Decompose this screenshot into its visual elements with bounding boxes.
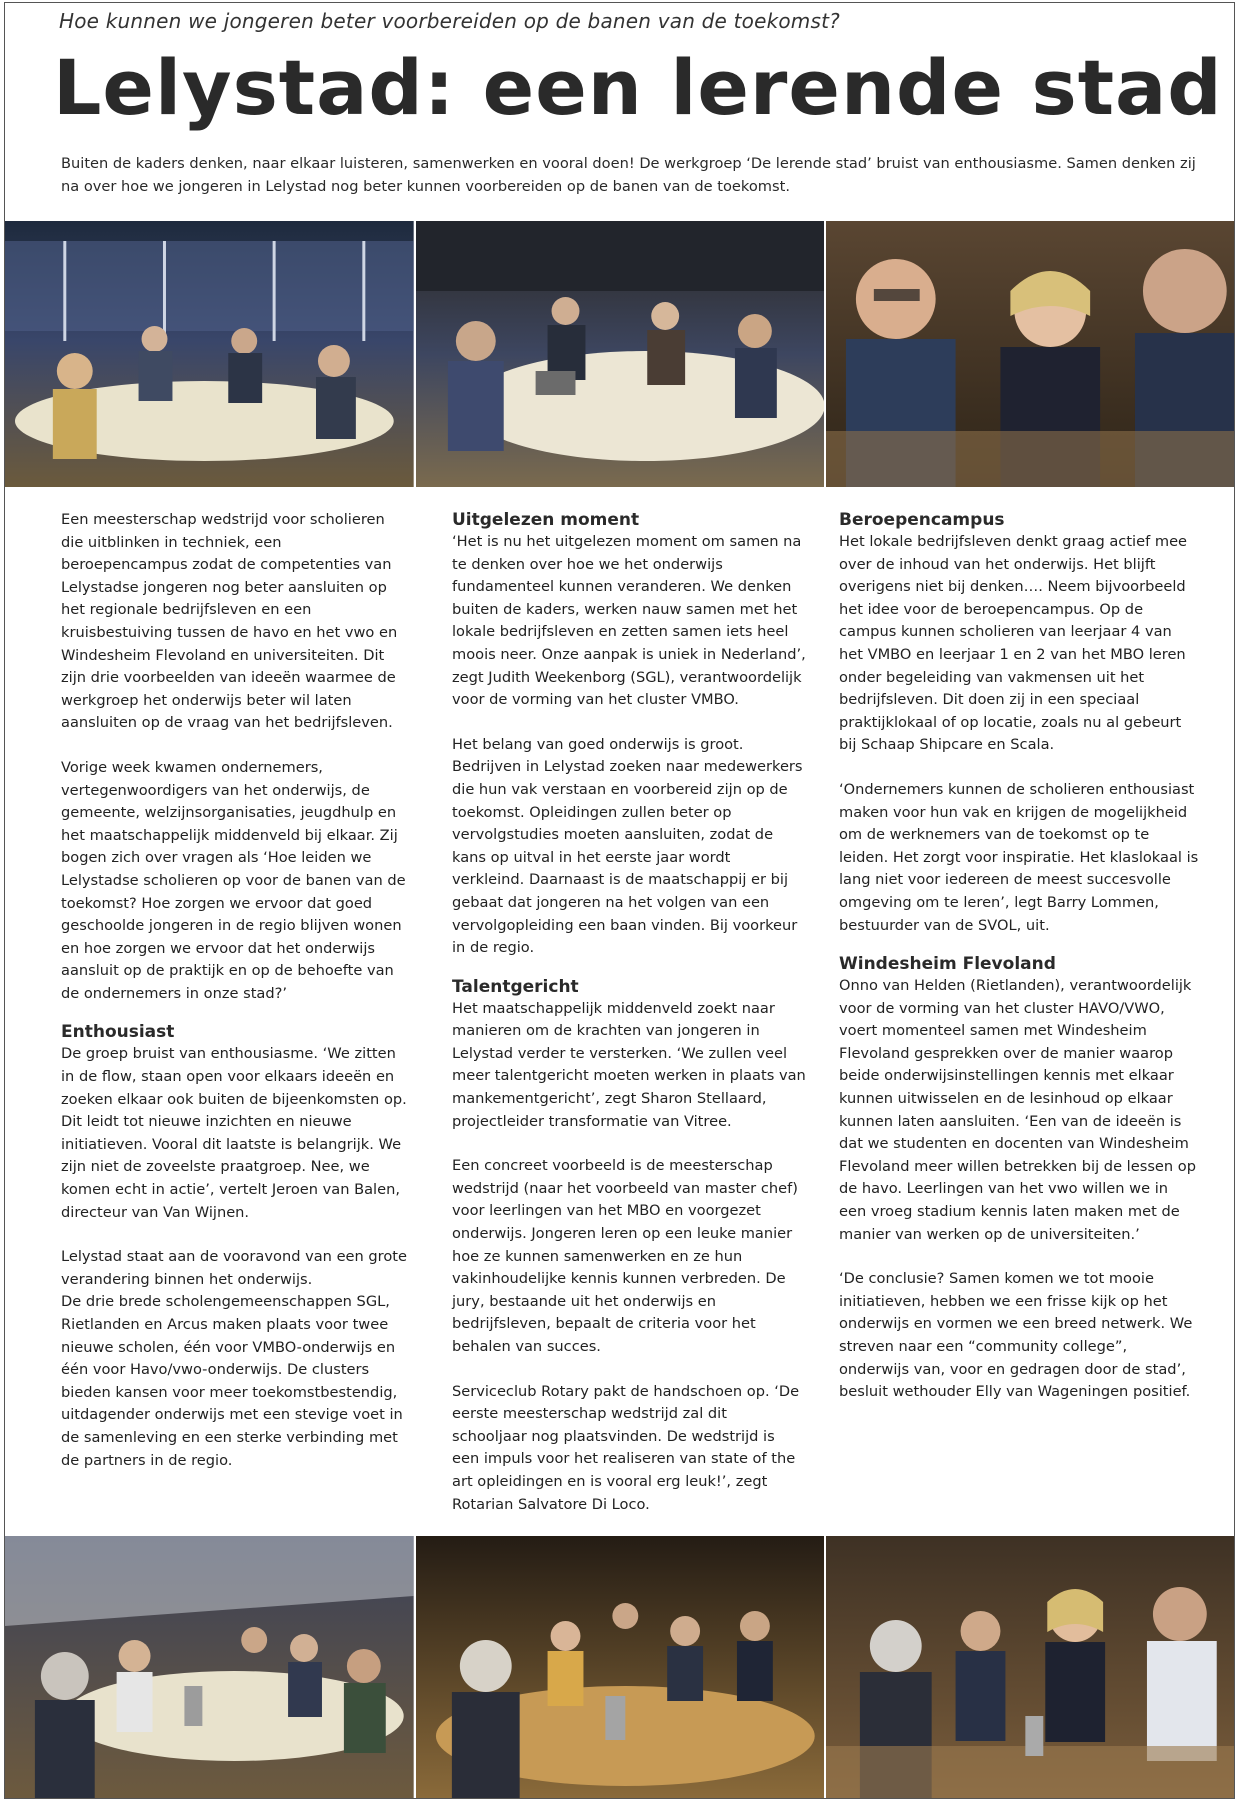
paragraph: De groep bruist van enthousiasme. ‘We zitten in de flow, staan open voor elkaars ideeën en zoeken elkaar ook buiten de bijeenkomsten op. Dit leidt tot nieuwe inzichten en nieuwe initiatieven. Vooral dit laatste is belangrijk. We zijn niet de zoveelste praatgroep. Nee, we komen echt in actie’, vertelt Jeroen van Balen, directeur van Van Wijnen. [61,1045,407,1221]
section-heading: Enthousiast [61,1022,175,1043]
section-heading: Talentgericht [452,976,579,997]
paragraph: Vorige week kwamen ondernemers, vertegenwoordigers van het onderwijs, de gemeente, welzijnsorganisaties, jeugdhulp en het maatschappelijk middenveld bij elkaar. Zij bogen zich over vragen als ‘Hoe leiden we Lelystadse scholieren op voor de banen van de toekomst? Hoe zorgen we ervoor dat goed geschoolde jongeren in de regio blijven wonen en hoe zorgen we ervoor dat het onderwijs aansluit op de praktijk en op de behoefte van de ondernemers in onze stad?’ [61,758,406,1002]
section-heading: Uitgelezen moment [452,510,640,530]
photo-meeting-table-group [416,221,827,487]
section-heading: Beroepencampus [839,510,1005,530]
newspaper-page [4,2,1235,1799]
article-body [5,509,1235,1519]
photo-image [5,221,414,487]
paragraph: Het lokale bedrijfsleven denkt graag actief mee over de inhoud van het onderwijs. Het blijft overigens niet bij denken…. Neem bijvoorbeeld het idee voor de beroepencampus. Op de campus kunnen scholieren van leerjaar 4 van het VMBO en leerjaar 1 en 2 van het MBO leren onder begeleiding van vakmensen uit het bedrijfsleven. Dit doen zij in een speciaal praktijklokaal of op locatie, zoals nu al gebeurt bij Schaap Shipcare en Scala. [839,533,1188,754]
photo-image [826,221,1235,487]
top-photo-strip [5,221,1235,487]
paragraph: Serviceclub Rotary pakt de handschoen op. ‘De eerste meesterschap wedstrijd zal dit schooljaar nog plaatsvinden. De wedstrijd is een impuls voor het realiseren van state of the art opleidingen en is vooral erg leuk!’, zegt Rotarian Salvatore Di Loco. [452,1382,800,1513]
paragraph: ‘Het is nu het uitgelezen moment om samen na te denken over hoe we het onderwijs fundamenteel kunnen veranderen. We denken buiten de kaders, werken nauw samen met het lokale bedrijfsleven en zetten samen iets heel moois neer. Onze aanpak is uniek in Nederland’, zegt Judith Weekenborg (SGL), verantwoordelijk voor de vorming van het cluster VMBO. [452,533,806,709]
paragraph: De drie brede scholengemeenschappen SGL, Rietlanden en Arcus maken plaats voor twee nieuwe scholen, één voor VMBO-onderwijs en één voor Havo/vwo-onderwijs. De clusters bieden kansen voor meer toekomstbestendig, uitdagender onderwijs met een stevige voet in de samenleving en een sterke verbinding met de partners in de regio. [61,1293,403,1469]
photo-image [416,1536,825,1798]
bottom-photo-strip [5,1536,1235,1798]
photo-meeting-closeup-conversation [826,1536,1235,1798]
article-column-1 [61,509,411,1494]
paragraph: Lelystad staat aan de vooravond van een grote verandering binnen het onderwijs. [61,1248,407,1288]
section-heading: Windesheim Flevoland [839,954,1056,975]
paragraph: Onno van Helden (Rietlanden), verantwoordelijk voor de vorming van het cluster HAVO/VWO, voert momenteel samen met Windesheim Flevoland gesprekken over de manier waarop beide onderwijsinstellingen kennis met elkaar kunnen uitwisselen en de lesinhoud op elkaar kunnen laten aansluiten. ‘Een van de ideeën is dat we studenten en docenten van Windesheim Flevoland meer willen betrekken bij de lessen op de havo. Leerlingen van het vwo willen we in een vroeg stadium kennis laten maken met de manier van werken op de universiteiten.’ [839,977,1196,1243]
photo-meeting-closeup-three [826,221,1235,487]
photo-meeting-room-overview [5,1536,416,1798]
paragraph: ‘De conclusie? Samen komen we tot mooie initiatieven, hebben we een frisse kijk op het onderwijs en vormen we een breed netwerk. We streven naar een “community college”, onderwijs van, voor en gedragen door de stad’, besluit wethouder Elly van Wageningen positief. [839,1270,1193,1401]
paragraph: Een meesterschap wedstrijd voor scholieren die uitblinken in techniek, een beroepencampus zodat de competenties van Lelystadse jongeren nog beter aansluiten op het regionale bedrijfsleven en een kruisbestuiving tussen de havo en het vwo en Windesheim Flevoland en universiteiten. Dit zijn drie voorbeelden van ideeën waarmee de werkgroep het onderwijs beter wil laten aansluiten op de vraag van het bedrijfsleven. [61,511,398,732]
article-intro: Buiten de kaders denken, naar elkaar luisteren, samenwerken en vooral doen! De werkgroep ‘De lerende stad’ bruist van enthousiasme. Samen denken zij na over hoe we jongeren in Lelystad nog beter kunnen voorbereiden op de banen van de toekomst. [61,155,1196,195]
article-kicker: Hoe kunnen we jongeren beter voorbereiden op de banen van de toekomst? [59,9,840,33]
article-title: Lelystad: een lerende stad [53,43,1223,132]
article-column-2 [452,509,806,1538]
paragraph: Het maatschappelijk middenveld zoekt naar manieren om de krachten van jongeren in Lelystad verder te versterken. ‘We zullen veel meer talentgericht moeten werken in plaats van mankementgericht’, zegt Sharon Stellaard, projectleider transformatie van Vitree. [452,999,806,1130]
paragraph: Het belang van goed onderwijs is groot. Bedrijven in Lelystad zoeken naar medewerkers die hun vak verstaan en voorbereid zijn op de toekomst. Opleidingen zullen beter op vervolgstudies moeten aansluiten, zodat de kans op uitval in het eerste jaar wordt verkleind. Daarnaast is de maatschappij er bij gebaat dat jongeren na het volgen van een vervolgopleiding een baan vinden. Bij voorkeur in de regio. [452,735,803,957]
paragraph: ‘Ondernemers kunnen de scholieren enthousiast maken voor hun vak en krijgen de mogelijkheid om de werknemers van de toekomst op te leiden. Het zorgt voor inspiratie. Het klaslokaal is lang niet voor iedereen de meest succesvolle omgeving om te leren’, legt Barry Lommen, bestuurder van de SVOL, uit. [839,780,1199,934]
photo-meeting-room-wide [5,221,416,487]
photo-image [5,1536,414,1798]
photo-image [416,221,825,487]
article-column-3 [839,509,1199,1426]
photo-image [826,1536,1235,1798]
photo-meeting-tables-evening [416,1536,827,1798]
paragraph: Een concreet voorbeeld is de meesterschap wedstrijd (naar het voorbeeld van master chef) voor leerlingen van het MBO en voorgezet onderwijs. Jongeren leren op een leuke manier hoe ze kunnen samenwerken en ze hun vakinhoudelijke kennis kunnen verbreden. De jury, bestaande uit het onderwijs en bedrijfsleven, bepaalt de criteria voor het behalen van succes. [452,1157,798,1355]
